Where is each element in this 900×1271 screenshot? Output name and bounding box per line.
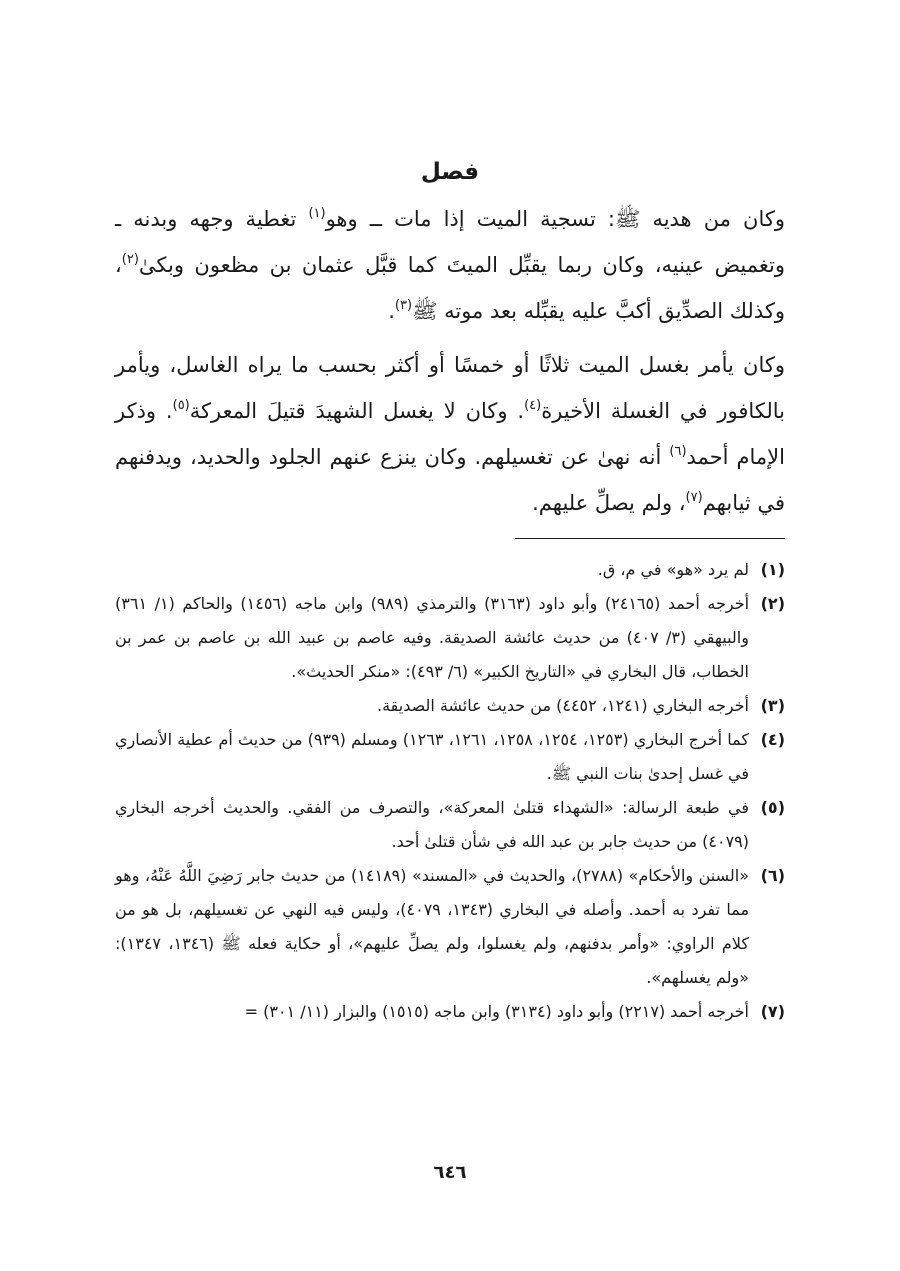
paragraph-text: تغطية وجهه وبدنه ـ وتغميض عينيه، وكان ربما يقبِّل الميتَ كما قبَّل عثمان بن مظعون وبكىٰ xyxy=(115,207,785,277)
paragraph-text: ، وكذلك الصدِّيق أكبَّ عليه يقبِّله بعد موته ﷺ xyxy=(115,253,785,323)
paragraph-text: أنه نهىٰ عن تغسيلهم. وكان ينزع عنهم الجلود والحديد، ويدفنهم في ثيابهم xyxy=(115,445,785,515)
footnote-number: (٢) xyxy=(760,594,785,613)
footnote-text: لم يرد «هو» في م، ق. xyxy=(597,560,749,579)
main-text xyxy=(115,196,785,526)
section-title: فصل xyxy=(420,159,480,185)
footnote-text: في طبعة الرسالة: «الشهداء قتلىٰ المعركة»، والتصرف من الفقي. والحديث أخرجه البخاري (٤٠٧٩) من حديث جابر بن عبد الله في شأن قتلىٰ أحد. xyxy=(115,798,749,851)
footnote-text: كما أخرج البخاري (١٢٥٣، ١٢٥٤، ١٢٥٨، ١٢٦١، ١٢٦٣) ومسلم (٩٣٩) من حديث أم عطية الأنصاري في غسل إحدىٰ بنات النبي ﷺ. xyxy=(115,730,750,783)
paragraph-text: . xyxy=(388,299,395,323)
footnote-text: أخرجه البخاري (١٢٤١، ٤٤٥٢) من حديث عائشة الصديقة. xyxy=(377,696,749,715)
paragraph xyxy=(115,196,785,334)
footnote-reference: (٢) xyxy=(121,252,139,267)
footnote-reference: (٤) xyxy=(524,398,542,413)
footnote xyxy=(115,689,785,723)
footnote-reference: (٣) xyxy=(394,298,413,313)
footnote-reference: (٦) xyxy=(669,444,687,459)
footnote xyxy=(115,859,785,995)
footnote-separator xyxy=(515,538,785,539)
paragraph-text: . وكان لا يغسل الشهيدَ قتيلَ المعركة xyxy=(189,399,525,423)
footnote-number: (٥) xyxy=(760,798,785,817)
footnote xyxy=(115,553,785,587)
footnote-number: (٤) xyxy=(760,730,785,749)
footnote xyxy=(115,723,785,791)
footnote-number: (٣) xyxy=(760,696,785,715)
footnote-reference: (٥) xyxy=(172,398,190,413)
paragraph-text: وكان من هديه ﷺ: تسجية الميت إذا مات ــ وهو xyxy=(325,207,785,231)
footnote-number: (١) xyxy=(760,560,785,579)
paragraph xyxy=(115,342,785,526)
footnote-text: أخرجه أحمد (٢٢١٧) وأبو داود (٣١٣٤) وابن ماجه (١٥١٥) والبزار (١١/ ٣٠١) = xyxy=(244,1002,749,1021)
page-body xyxy=(115,150,785,1029)
paragraph-text: . وذكر الإمام أحمد xyxy=(115,399,785,469)
footnote-reference: (١) xyxy=(308,206,326,221)
footnote-reference: (٧) xyxy=(685,490,703,505)
footnote xyxy=(115,995,785,1029)
footnote-number: (٦) xyxy=(760,866,785,885)
footnote-text: «السنن والأحكام» (٢٧٨٨)، والحديث في «المسند» (١٤١٨٩) من حديث جابر رَضِيَ اللَّهُ عَنْهُ، وهو مما تفرد به أحمد. وأصله في البخاري (١٣٤٣، ٤٠٧٩)، وليس فيه النهي عن تغسيلهم، بل هو من كلام الراوي: «وأمر بدفنهم، ولم يغسلوا، ولم يصلِّ عليهم»، أو حكاية فعله ﷺ (١٣٤٦، ١٣٤٧): «ولم يغسلهم». xyxy=(115,866,750,987)
footnotes xyxy=(115,553,785,1029)
paragraph-text: ، ولم يصلِّ عليهم. xyxy=(532,491,686,515)
page-number: ٦٤٦ xyxy=(433,1162,467,1183)
footnote xyxy=(115,587,785,689)
footnote-text: أخرجه أحمد (٢٤١٦٥) وأبو داود (٣١٦٣) والترمذي (٩٨٩) وابن ماجه (١٤٥٦) والحاكم (١/ ٣٦١) والبيهقي (٣/ ٤٠٧) من حديث عائشة الصديقة. وفيه عاصم بن عبيد الله بن عاصم بن عمر بن الخطاب، قال البخاري في «التاريخ الكبير» (٦/ ٤٩٣): «منكر الحديث». xyxy=(115,594,750,681)
paragraph-text: وكان يأمر بغسل الميت ثلاثًا أو خمسًا أو أكثر بحسب ما يراه الغاسل، ويأمر بالكافور في الغسلة الأخيرة xyxy=(115,353,785,423)
footnote-number: (٧) xyxy=(760,1002,785,1021)
footnote xyxy=(115,791,785,859)
